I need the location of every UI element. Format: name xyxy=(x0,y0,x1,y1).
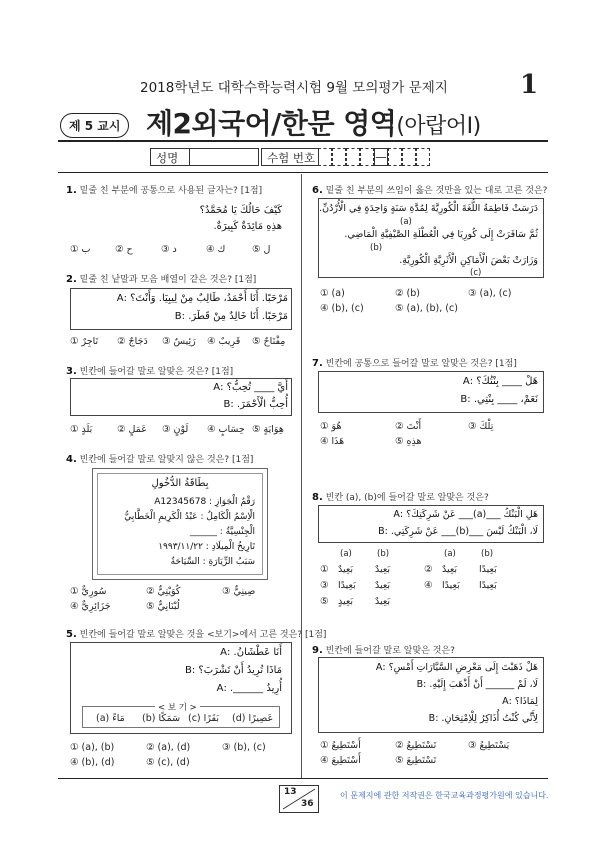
q8-opt3-b: بَعِيدٌ xyxy=(375,580,391,591)
q8-col-b: (b) xyxy=(377,549,390,559)
q9-line-2: لَا، لَمْ ______ أَنْ أَذْهَبَ إِلَيْهِ. :B xyxy=(416,679,538,690)
q4-option-2[interactable]: ② كُوَيْتِيٌّ xyxy=(146,586,181,597)
q4-option-1[interactable]: ① سُورِيٌّ xyxy=(70,586,107,597)
card-line-5: سَبَبُ الزِّيَارَةِ : السِّيَاحَةُ xyxy=(170,557,255,567)
q5-option-5[interactable]: ⑤ (c), (d) xyxy=(146,757,190,768)
q5-line-2: مَاذَا تُرِيدُ أَنْ تَشْرَبَ؟ :B xyxy=(185,665,282,676)
header-rule xyxy=(58,140,548,142)
q7-line-2: نَعَمْ، ____ بِنْتِي. :B xyxy=(460,394,538,405)
q5-box-item-b: (b) سَمَكًا xyxy=(142,713,181,724)
q8-opt5-a: بَعِيدٍ xyxy=(338,596,354,607)
q6-label-c: (c) xyxy=(470,268,482,278)
q6-option-5[interactable]: ⑤ (a), (b), (c) xyxy=(395,303,458,314)
q1-line-1: كَيْفَ حَالُكَ يَا مُحَمَّدُ؟ xyxy=(199,205,282,216)
subject-main: 제2외국어/한문 영역 xyxy=(146,107,397,140)
question-2: 2. 밑줄 친 낱말과 모음 배열이 같은 것은? [1점] xyxy=(66,274,257,285)
q8-opt3-num[interactable]: ③ xyxy=(320,580,329,591)
q8-line-2: لَا، الْبَنْكُ لَيْسَ ___(b)___ عَنْ شَرِكَتِي. :B xyxy=(378,526,538,537)
q4-option-5[interactable]: ⑤ لُبْنَانِيٌّ xyxy=(146,601,180,612)
q9-line-4: لِأَنِّي كُنْتُ أُذَاكِرُ لِلْاِمْتِحَانِ. :B xyxy=(428,713,538,724)
q6-line-3: وَزَارَتْ بَعْضَ الْأَمَاكِنِ الْأَثَرِيَّةِ الْكُورِيَّةِ. xyxy=(399,255,538,266)
q3-option-4[interactable]: ④ حِسَابٍ xyxy=(207,424,245,435)
q2-option-1[interactable]: ① تَاجِرٌ xyxy=(70,336,99,347)
question-8: 8. 빈칸 (a), (b)에 들어갈 말로 알맞은 것은? xyxy=(312,492,489,503)
card-line-2: الْاِسْمُ الْكَامِلُ : عَبْدُ الْكَرِيمِ الْخَطَّابِيُّ xyxy=(124,512,255,522)
exam-digit-box[interactable] xyxy=(318,148,332,166)
footer-page-counter xyxy=(279,785,319,813)
q9-option-3[interactable]: ③ يَسْتَطِيعُ xyxy=(468,740,510,751)
q2-option-5[interactable]: ⑤ مِفْتَاحٌ xyxy=(252,336,286,347)
q8-opt1-b: بَعِيدٌ xyxy=(375,564,391,575)
q9-option-5[interactable]: ⑤ تَسْتَطِيعَ xyxy=(395,755,437,766)
question-4: 4. 빈칸에 들어갈 말로 알맞지 않은 것은? [1점] xyxy=(66,454,254,465)
question-5: 5. 빈칸에 들어갈 말로 알맞은 것을 <보기>에서 고른 것은? [1점] xyxy=(66,629,327,640)
q6-option-4[interactable]: ④ (b), (c) xyxy=(320,303,364,314)
q9-line-1: هَلْ ذَهَبْتَ إِلَى مَعْرِضِ السَّيَّارَاتِ أَمْسِ؟ :A xyxy=(375,662,538,673)
q3-option-2[interactable]: ② عَمَلٍ xyxy=(117,424,147,435)
q3-option-1[interactable]: ① بَلَدٍ xyxy=(70,424,93,435)
q5-line-1: أَنَا عَطْشَانُ. :A xyxy=(220,647,282,658)
q6-label-a: (a) xyxy=(400,217,412,227)
q8-opt1-num[interactable]: ① xyxy=(320,564,329,575)
card-line-1: رَقْمُ الْجَوَازِ : A12345678 xyxy=(154,497,255,507)
q1-option-1[interactable]: ① ب xyxy=(70,244,91,255)
question-1: 1. 밑줄 친 부분에 공통으로 사용된 글자는? [1점] xyxy=(66,185,263,196)
q7-option-5[interactable]: ⑤ هذِهِ xyxy=(395,436,422,447)
exam-number-label: 수험 번호 xyxy=(261,148,319,166)
card-title: بِطَاقَةُ الدُّخُولِ xyxy=(151,478,209,489)
exam-digit-box[interactable] xyxy=(416,148,430,166)
q3-line-2: أُحِبُّ الْأَحْمَرَ. :B xyxy=(223,399,288,410)
q6-line-2: ثُمَّ سَافَرَتْ إِلَى كُورِيَا فِي الْعُطْلَةِ الصَّيْفِيَّةِ الْمَاضِي. xyxy=(344,229,538,240)
exam-digit-box[interactable] xyxy=(360,148,374,166)
q2-option-2[interactable]: ② دَجَاجٌ xyxy=(117,336,148,347)
footer-rule xyxy=(58,778,548,779)
q2-option-3[interactable]: ③ رَئِيسٌ xyxy=(162,336,196,347)
q8-line-1: هَلِ الْبَنْكُ ___(a)___ عَنْ شَرِكَتِكَ؟ :A xyxy=(393,509,538,520)
q3-line-1: أَيَّ ____ تُحِبُّ؟ :A xyxy=(213,382,288,393)
q5-box-item-c: (c) بَقَرًا xyxy=(188,713,219,724)
exam-title: 2018학년도 대학수학능력시험 9월 모의평가 문제지 xyxy=(140,80,448,96)
card-line-4: تَارِيخُ الْمِيلَادِ : ١٩٩٣/١١/٢٢ xyxy=(158,542,255,552)
card-line-3: الْجِنْسِيَّةُ : ______ xyxy=(189,527,255,537)
q1-option-5[interactable]: ⑤ ل xyxy=(252,244,271,255)
q8-opt5-b: بَعِيدٌ xyxy=(375,596,391,607)
question-6: 6. 밑줄 친 부분의 쓰임이 옳은 것만을 있는 대로 고른 것은? xyxy=(312,185,548,196)
q7-option-1[interactable]: ① هُوَ xyxy=(320,421,342,432)
exam-digit-box[interactable] xyxy=(402,148,416,166)
q2-option-4[interactable]: ④ قَرِيبٌ xyxy=(207,336,241,347)
header-rule-2 xyxy=(58,172,548,173)
q8-col-a: (a) xyxy=(340,549,352,559)
q2-line-2: مَرْحَبًا. أَنَا خَالِدٌ مِنْ قَطَرَ. :B xyxy=(174,311,288,322)
q5-box-label: < 보 기 > xyxy=(155,701,200,713)
exam-digit-box[interactable] xyxy=(388,148,402,166)
q4-option-3[interactable]: ③ صِينِيٌّ xyxy=(222,586,256,597)
q8-opt4-a: بَعِيدًا xyxy=(442,580,460,591)
q5-option-4[interactable]: ④ (b), (d) xyxy=(70,757,115,768)
page-total: 36 xyxy=(301,799,314,809)
question-3: 3. 빈칸에 들어갈 말로 알맞은 것은? [1점] xyxy=(66,366,234,377)
q7-option-2[interactable]: ② أَنْتَ xyxy=(395,421,422,432)
q2-line-1: مَرْحَبًا. أَنَا أَحْمَدُ، طَالِبٌ مِنْ لِيبِيَا. وَأَنْتَ؟ :A xyxy=(116,293,288,304)
q8-opt5-num[interactable]: ⑤ xyxy=(320,596,329,607)
q1-option-3[interactable]: ③ د xyxy=(161,244,177,255)
q6-label-b: (b) xyxy=(370,243,383,253)
exam-digit-box[interactable] xyxy=(346,148,360,166)
q9-line-3: لِمَاذَا؟ :A xyxy=(502,696,538,707)
copyright-note: 이 문제지에 관한 저작권은 한국교육과정평가원에 있습니다. xyxy=(340,791,549,800)
q5-box-item-d: (d) عَصِيرًا xyxy=(232,713,274,724)
q5-box-item-a: (a) مَاءً xyxy=(96,713,125,724)
q1-option-2[interactable]: ② ح xyxy=(115,244,133,255)
name-label: 성명 xyxy=(150,148,190,166)
page-number: 1 xyxy=(520,70,539,100)
q4-option-4[interactable]: ④ جَزَائِرِيٌّ xyxy=(70,601,111,612)
q8-col-a-2: (a) xyxy=(444,549,456,559)
q6-option-1[interactable]: ① (a) xyxy=(320,288,345,299)
period-badge: 제 5 교시 xyxy=(60,113,129,138)
id-row xyxy=(150,148,550,166)
q5-option-1[interactable]: ① (a), (b) xyxy=(70,742,115,753)
subject-sub: (아랍어Ⅰ) xyxy=(396,114,481,139)
q7-line-1: هَلْ ____ بِنْتُكَ؟ :A xyxy=(462,376,538,387)
question-9: 9. 빈칸에 들어갈 말로 알맞은 것은? xyxy=(312,645,455,656)
page-current: 13 xyxy=(284,787,297,797)
q5-option-3[interactable]: ③ (b), (c) xyxy=(222,742,266,753)
q5-line-3: أُرِيدُ ______. :A xyxy=(216,683,282,694)
q7-option-4[interactable]: ④ هَذَا xyxy=(320,436,345,447)
q6-line-1: دَرَسَتْ فَاطِمَةُ اللُّغَةَ الْكُورِيَّةَ لِمُدَّةِ سَنَةٍ وَاحِدَةٍ فِي الْأُرْدُنِّ. xyxy=(319,203,538,214)
q1-option-4[interactable]: ④ ك xyxy=(206,244,226,255)
q8-opt4-b: بَعِيدًا xyxy=(479,580,497,591)
q8-opt4-num[interactable]: ④ xyxy=(424,580,433,591)
q9-option-4[interactable]: ④ أَسْتَطِيعَ xyxy=(320,755,361,766)
q8-col-b-2: (b) xyxy=(481,549,494,559)
q8-opt1-a: بَعِيدٌ xyxy=(338,564,354,575)
q6-option-2[interactable]: ② (b) xyxy=(395,288,420,299)
name-field[interactable] xyxy=(189,148,259,166)
q8-opt3-a: بَعِيدًا xyxy=(338,580,356,591)
q6-option-3[interactable]: ③ (a), (c) xyxy=(468,288,512,299)
q8-opt2-a: بَعِيدٌ xyxy=(442,564,458,575)
q3-option-3[interactable]: ③ لَوْنٍ xyxy=(162,424,189,435)
exam-digit-box[interactable] xyxy=(332,148,346,166)
q8-opt2-b: بَعِيدًا xyxy=(479,564,497,575)
column-divider xyxy=(301,174,302,779)
q9-option-2[interactable]: ② تَسْتَطِيعُ xyxy=(395,740,437,751)
q5-option-2[interactable]: ② (a), (d) xyxy=(146,742,191,753)
q8-opt2-num[interactable]: ② xyxy=(424,564,433,575)
subject-title xyxy=(146,102,481,142)
q3-option-5[interactable]: ⑤ هِوَايَةٍ xyxy=(252,424,284,435)
q9-option-1[interactable]: ① أَسْتَطِيعُ xyxy=(320,740,361,751)
exam-dash: — xyxy=(375,150,387,164)
q7-option-3[interactable]: ③ تِلْكَ xyxy=(468,421,494,432)
question-7: 7. 빈칸에 공통으로 들어갈 말로 알맞은 것은? [1점] xyxy=(312,358,517,369)
q1-line-2: هذِهِ مَائِدَةٌ كَبِيرَةٌ. xyxy=(213,221,282,232)
